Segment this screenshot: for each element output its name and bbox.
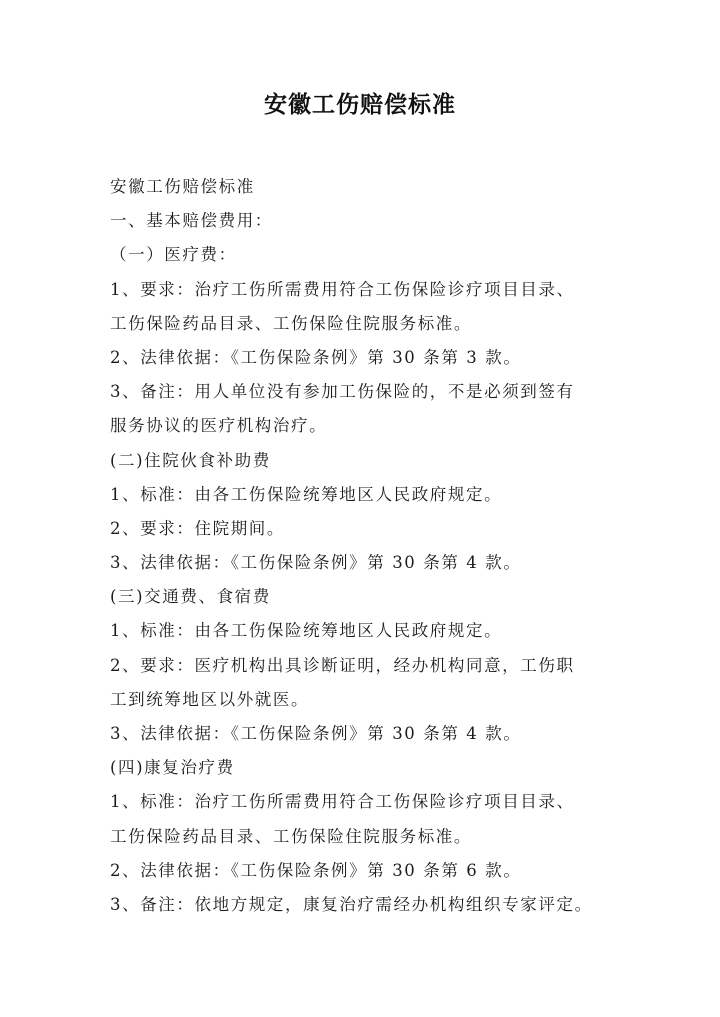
paragraph-line: 服务协议的医疗机构治疗。 <box>110 416 328 436</box>
paragraph-line: 3、备注：依地方规定，康复治疗需经办机构组织专家评定。 <box>110 894 593 914</box>
paragraph-line: 2、要求：医疗机构出具诊断证明，经办机构同意，工伤职 <box>110 655 575 675</box>
paragraph-line: 1、要求：治疗工伤所需费用符合工伤保险诊疗项目目录、 <box>110 279 575 299</box>
paragraph-line: 2、要求：住院期间。 <box>110 518 285 538</box>
subsection-heading-transport-lodging: (三)交通费、食宿费 <box>110 587 271 607</box>
paragraph-line: 工到统筹地区以外就医。 <box>110 689 310 709</box>
paragraph-line: 工伤保险药品目录、工伤保险住院服务标准。 <box>110 826 472 846</box>
page-title: 安徽工伤赔偿标准 <box>264 91 456 118</box>
paragraph-line: 3、法律依据：《工伤保险条例》第 30 条第 4 款。 <box>110 724 522 743</box>
paragraph-line: 1、标准：由各工伤保险统筹地区人民政府规定。 <box>110 621 503 641</box>
paragraph-line: 3、法律依据：《工伤保险条例》第 30 条第 4 款。 <box>110 553 522 573</box>
section-heading-basic-compensation: 一、基本赔偿费用： <box>110 211 273 231</box>
paragraph-line: 2、法律依据：《工伤保险条例》第 30 条第 3 款。 <box>110 347 522 367</box>
paragraph-line: 2、法律依据：《工伤保险条例》第 30 条第 6 款。 <box>110 860 522 880</box>
paragraph-line: 1、标准：由各工伤保险统筹地区人民政府规定。 <box>110 484 503 504</box>
body-heading: 安徽工伤赔偿标准 <box>110 177 255 196</box>
subsection-heading-medical-fee: （一）医疗费： <box>110 245 237 265</box>
subsection-heading-hospital-meal-allowance: (二)住院伙食补助费 <box>110 450 271 470</box>
document-body <box>110 170 630 922</box>
paragraph-line: 1、标准：治疗工伤所需费用符合工伤保险诊疗项目目录、 <box>110 792 575 812</box>
paragraph-line: 3、备注：用人单位没有参加工伤保险的，不是必须到签有 <box>110 382 575 402</box>
paragraph-line: 工伤保险药品目录、工伤保险住院服务标准。 <box>110 313 472 333</box>
subsection-heading-rehabilitation-fee: (四)康复治疗费 <box>110 758 235 778</box>
